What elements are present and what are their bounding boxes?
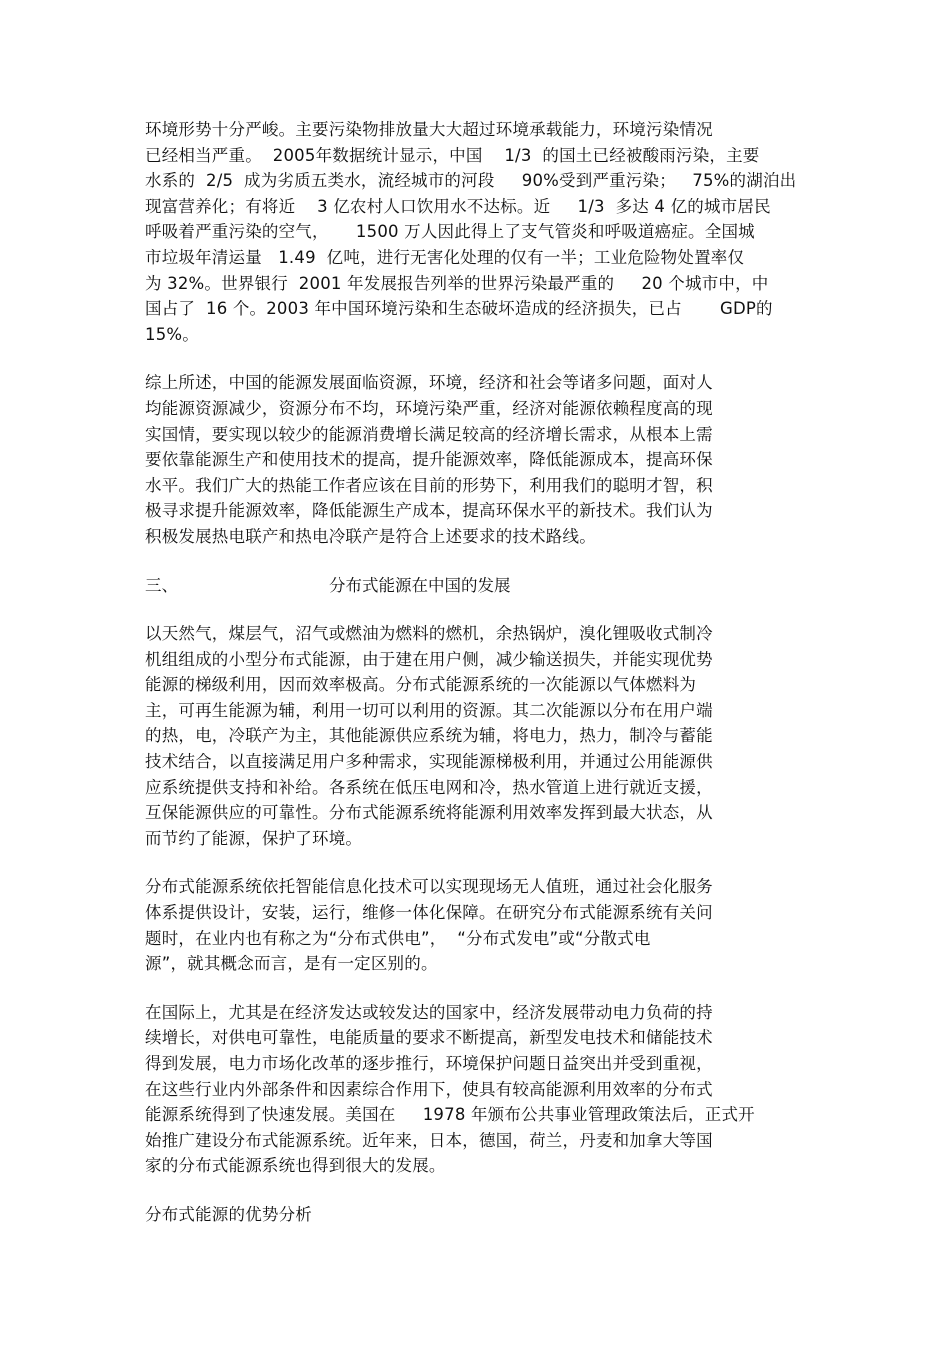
text-line: 技术结合，以直接满足用户多种需求，实现能源梯极利用，并通过公用能源供 (145, 752, 713, 772)
text-line: 水平。我们广大的热能工作者应该在目前的形势下，利用我们的聪明才智，积 (145, 475, 713, 495)
text-line: 能源的梯级利用，因而效率极高。分布式能源系统的一次能源以气体燃料为 (145, 675, 697, 695)
text-line: 15%。 (145, 324, 199, 344)
text-line: 极寻求提升能源效率，降低能源生产成本，提高环保水平的新技术。我们认为 (145, 501, 713, 521)
text-line: 分布式能源系统依托智能信息化技术可以实现现场无人值班，通过社会化服务 (145, 877, 713, 897)
text-line: 市垃圾年清运量 1.49 亿吨，进行无害化处理的仅有一半；工业危险物处置率仅 (145, 247, 745, 267)
text-line: 能源系统得到了快速发展。美国在 1978 年颁布公共事业管理政策法后，正式开 (145, 1105, 755, 1125)
text-line: 呼吸着严重污染的空气， 1500 万人因此得上了支气管炎和呼吸道癌症。全国城 (145, 222, 755, 242)
text-line: 国占了 16 个。2003 年中国环境污染和生态破坏造成的经济损失，已占 GDP的 (145, 299, 773, 319)
text-line: 积极发展热电联产和热电冷联产是符合上述要求的技术路线。 (145, 526, 596, 546)
text-line: 综上所述，中国的能源发展面临资源，环境，经济和社会等诸多问题，面对人 (145, 373, 713, 393)
paragraph-environment (145, 117, 805, 347)
text-line: 的热，电，冷联产为主，其他能源供应系统为辅，将电力，热力，制冷与蓄能 (145, 726, 713, 746)
paragraph-summary (145, 370, 805, 549)
text-line: 而节约了能源，保护了环境。 (145, 828, 363, 848)
text-line: 始推广建设分布式能源系统。近年来，日本，德国，荷兰，丹麦和加拿大等国 (145, 1130, 713, 1150)
text-line: 主，可再生能源为辅，利用一切可以利用的资源。其二次能源以分布在用户端 (145, 700, 713, 720)
text-line: 应系统提供支持和补给。各系统在低压电网和冷，热水管道上进行就近支援， (145, 777, 713, 797)
text-line: 在国际上，尤其是在经济发达或较发达的国家中，经济发展带动电力负荷的持 (145, 1002, 713, 1022)
text-line: 现富营养化；有将近 3 亿农村人口饮用水不达标。近 1/3 多达 4 亿的城市居民 (145, 196, 771, 216)
subheading: 分布式能源的优势分析 (145, 1204, 312, 1224)
text-line: 已经相当严重。 2005年数据统计显示，中国 1/3 的国土已经被酸雨污染，主要 (145, 145, 760, 165)
paragraph-distributed-energy (145, 621, 805, 851)
paragraph-smart-systems (145, 874, 805, 976)
text-line: 要依靠能源生产和使用技术的提高，提升能源效率，降低能源成本，提高环保 (145, 450, 713, 470)
text-line: 家的分布式能源系统也得到很大的发展。 (145, 1156, 446, 1176)
document-page (145, 117, 805, 1228)
text-line: 为 32%。世界银行 2001 年发展报告列举的世界污染最严重的 20 个城市中，中 (145, 273, 769, 293)
text-line: 源”，就其概念而言，是有一定区别的。 (145, 954, 438, 974)
section-number: 三、 (145, 575, 178, 595)
text-line: 得到发展，电力市场化改革的逐步推行，环境保护问题日益突出并受到重视， (145, 1054, 713, 1073)
text-line: 续增长，对供电可靠性，电能质量的要求不断提高，新型发电技术和储能技术 (145, 1028, 713, 1048)
text-line: 互保能源供应的可靠性。分布式能源系统将能源利用效率发挥到最大状态，从 (145, 803, 713, 823)
paragraph-international (145, 1000, 805, 1179)
text-line: 机组组成的小型分布式能源，由于建在用户侧，减少输送损失，并能实现优势 (145, 649, 713, 669)
text-line: 均能源资源减少，资源分布不均，环境污染严重，经济对能源依赖程度高的现 (145, 398, 713, 418)
text-line: 以天然气，煤层气，沼气或燃油为燃料的燃机，余热锅炉，溴化锂吸收式制冷 (145, 624, 713, 644)
section-title: 分布式能源在中国的发展 (329, 575, 511, 595)
text-line: 实国情，要实现以较少的能源消费增长满足较高的经济增长需求，从根本上需 (145, 424, 713, 444)
text-line: 环境形势十分严峻。主要污染物排放量大大超过环境承载能力，环境污染情况 (145, 120, 713, 139)
text-line: 体系提供设计，安装，运行，维修一体化保障。在研究分布式能源系统有关问 (145, 903, 713, 923)
text-line: 在这些行业内外部条件和因素综合作用下，使具有较高能源利用效率的分布式 (145, 1079, 713, 1099)
section-heading (145, 573, 805, 599)
text-line: 题时，在业内也有称之为“分布式供电”， “分布式发电”或“分散式电 (145, 928, 651, 948)
text-line: 水系的 2/5 成为劣质五类水，流经城市的河段 90%受到严重污染； 75%的湖泊出 (145, 171, 797, 191)
